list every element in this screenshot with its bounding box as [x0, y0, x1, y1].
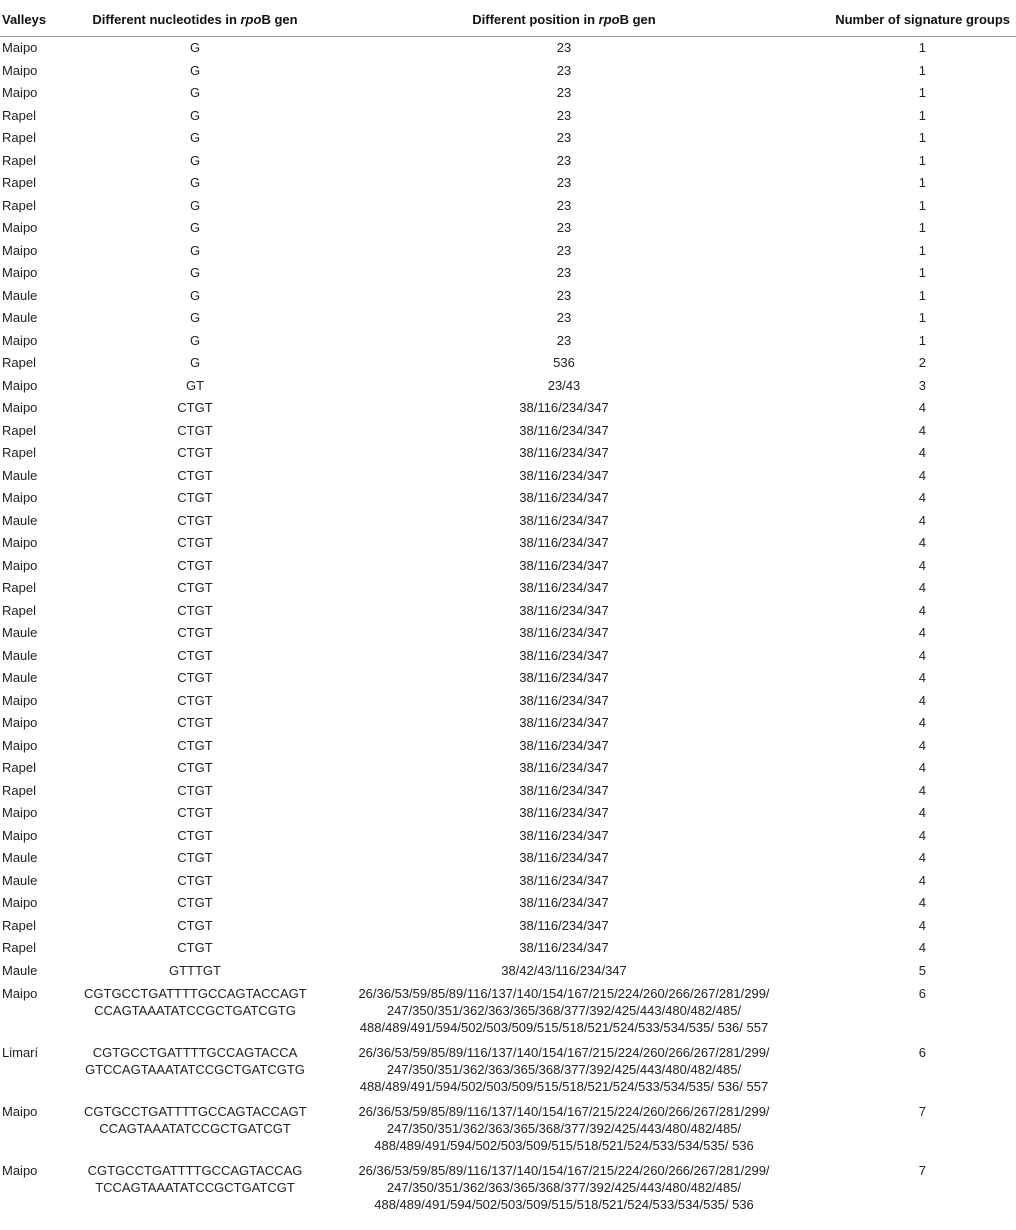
- cell-nucleotides: CTGT: [177, 535, 213, 550]
- cell-nucleotides: CTGT: [177, 872, 213, 888]
- table-row: [0, 307, 1016, 330]
- table-row: [0, 982, 1016, 1041]
- cell-valley: Rapel: [2, 422, 36, 438]
- cell-signature-group: 1: [918, 220, 926, 235]
- cell-valley: Maule: [2, 962, 38, 978]
- cell-nucleotides: CTGT: [177, 422, 213, 438]
- cell-nucleotides: CTGT: [177, 670, 213, 685]
- table-row: [0, 240, 1016, 263]
- cell-signature-group: 1: [918, 107, 926, 123]
- cell-nucleotides: CTGT: [177, 895, 213, 910]
- cell-nucleotides: G: [189, 287, 201, 303]
- cell-position: 23: [556, 332, 572, 348]
- header-valleys: Valleys: [0, 2, 80, 37]
- cell-position: 536: [553, 355, 575, 370]
- cell-signature-group: 1: [918, 152, 926, 168]
- cell-valley: Rapel: [2, 782, 36, 798]
- cell-nucleotides: G: [189, 265, 201, 280]
- cell-nucleotides-line: GTCCAGTAAATATCCGCTGATCGTG: [85, 1062, 305, 1077]
- cell-signature-group: 3: [918, 377, 926, 393]
- cell-position-line: 26/36/53/59/85/89/116/137/140/154/167/215/224/260/266/267/281/299/: [358, 986, 770, 1001]
- cell-position: 23: [556, 175, 572, 190]
- cell-signature-group: 4: [918, 940, 926, 955]
- cell-valley: Maipo: [2, 805, 38, 820]
- cell-nucleotides: CTGT: [177, 602, 213, 618]
- cell-signature-group: 4: [918, 602, 926, 618]
- table-row: [0, 645, 1016, 668]
- table-row: [0, 555, 1016, 578]
- cell-nucleotides: [80, 1159, 310, 1218]
- cell-position: 38/116/234/347: [519, 737, 609, 753]
- cell-valley: Maipo: [2, 692, 38, 708]
- table-row: [0, 172, 1016, 195]
- cell-signature-group: 4: [918, 850, 926, 865]
- cell-position: 23: [556, 287, 572, 303]
- cell-nucleotides: G: [189, 332, 201, 348]
- table-row: [0, 600, 1016, 623]
- cell-signature-group: 4: [918, 557, 926, 573]
- table-row: [0, 127, 1016, 150]
- table-row: [0, 397, 1016, 420]
- cell-position-line: 26/36/53/59/85/89/116/137/140/154/167/215/224/260/266/267/281/299/: [358, 1045, 770, 1060]
- cell-position: 23: [556, 107, 572, 123]
- cell-position: 38/116/234/347: [519, 805, 609, 820]
- cell-position: 23: [556, 242, 572, 258]
- cell-nucleotides: CTGT: [177, 557, 213, 573]
- cell-nucleotides: G: [189, 242, 201, 258]
- cell-position: 38/116/234/347: [519, 872, 609, 888]
- cell-valley: Maipo: [2, 265, 38, 280]
- table-row: [0, 420, 1016, 443]
- cell-position: 38/116/234/347: [519, 535, 609, 550]
- cell-position-line: 488/489/491/594/502/503/509/515/518/521/524/533/534/535/ 536: [374, 1197, 754, 1212]
- cell-nucleotides: CTGT: [177, 625, 213, 640]
- cell-nucleotides: GTTTGT: [169, 962, 221, 978]
- cell-nucleotides: CTGT: [177, 647, 213, 663]
- cell-position-line: 488/489/491/594/502/503/509/515/518/521/524/533/534/535/ 536/ 557: [359, 1079, 769, 1094]
- cell-nucleotides: CTGT: [177, 760, 213, 775]
- cell-signature-group: 4: [918, 580, 926, 595]
- cell-valley: Maule: [2, 467, 38, 483]
- cell-nucleotides: CTGT: [177, 850, 213, 865]
- cell-nucleotides-line: CCAGTAAATATCCGCTGATCGTG: [94, 1003, 296, 1018]
- cell-nucleotides: CTGT: [177, 692, 213, 708]
- header-position: Different position in rpoB gen: [310, 2, 818, 37]
- cell-position-line: 247/350/351/362/363/365/368/377/392/425/443/480/482/485/: [386, 1121, 742, 1136]
- cell-nucleotides: G: [189, 40, 201, 55]
- signature-groups-table: [0, 2, 1016, 1218]
- cell-signature-group: 1: [918, 197, 926, 213]
- cell-nucleotides: GT: [185, 377, 205, 393]
- table-row: [0, 577, 1016, 600]
- cell-nucleotides: G: [189, 152, 201, 168]
- cell-position: 23: [556, 85, 572, 100]
- cell-position: 38/116/234/347: [519, 782, 609, 798]
- cell-nucleotides: CTGT: [177, 917, 213, 933]
- cell-valley: Limarí: [2, 1045, 39, 1060]
- cell-signature-group: 4: [918, 467, 926, 483]
- cell-signature-group: 7: [918, 1163, 926, 1178]
- table-row: [0, 690, 1016, 713]
- cell-position: 38/116/234/347: [519, 625, 609, 640]
- cell-nucleotides: G: [189, 85, 201, 100]
- cell-signature-group: 1: [918, 62, 926, 78]
- table-row: [0, 330, 1016, 353]
- cell-position: [310, 982, 818, 1041]
- table-row: [0, 1041, 1016, 1100]
- cell-valley: Rapel: [2, 602, 36, 618]
- cell-nucleotides: CTGT: [177, 512, 213, 528]
- cell-position-line: 488/489/491/594/502/503/509/515/518/521/524/533/534/535/ 536: [374, 1138, 754, 1153]
- cell-position: 38/42/43/116/234/347: [501, 962, 627, 978]
- cell-position: 23: [556, 220, 572, 235]
- cell-valley: Maule: [2, 850, 38, 865]
- cell-valley: Rapel: [2, 580, 36, 595]
- cell-signature-group: 4: [918, 422, 926, 438]
- table-header-row: [0, 2, 1016, 37]
- cell-signature-group: 4: [918, 827, 926, 843]
- cell-signature-group: 4: [918, 490, 926, 505]
- table-body: [0, 37, 1016, 1219]
- cell-valley: Maipo: [2, 737, 38, 753]
- cell-position: 38/116/234/347: [519, 895, 609, 910]
- table-row: [0, 60, 1016, 83]
- table-row: [0, 82, 1016, 105]
- cell-nucleotides-line: CGTGCCTGATTTTGCCAGTACCAG: [87, 1163, 303, 1178]
- cell-valley: Maipo: [2, 332, 38, 348]
- cell-signature-group: 4: [918, 737, 926, 753]
- table-row: [0, 1100, 1016, 1159]
- cell-position: 38/116/234/347: [519, 715, 609, 730]
- cell-valley: Maipo: [2, 400, 38, 415]
- cell-position: 38/116/234/347: [519, 917, 609, 933]
- cell-nucleotides: [80, 1041, 310, 1100]
- cell-valley: Maipo: [2, 715, 38, 730]
- cell-valley: Maule: [2, 872, 38, 888]
- table-row: [0, 442, 1016, 465]
- cell-position: 23: [556, 197, 572, 213]
- cell-valley: Maipo: [2, 377, 38, 393]
- cell-signature-group: 7: [918, 1104, 926, 1119]
- cell-position: 38/116/234/347: [519, 940, 609, 955]
- cell-signature-group: 1: [918, 40, 926, 55]
- cell-valley: Rapel: [2, 175, 36, 190]
- cell-position: [310, 1041, 818, 1100]
- cell-valley: Maipo: [2, 1104, 38, 1119]
- cell-position: 23: [556, 130, 572, 145]
- cell-signature-group: 1: [918, 287, 926, 303]
- table-row: [0, 712, 1016, 735]
- cell-valley: Maule: [2, 310, 38, 325]
- cell-position: 38/116/234/347: [519, 557, 609, 573]
- cell-signature-group: 4: [918, 872, 926, 888]
- cell-nucleotides: G: [189, 355, 201, 370]
- table-row: [0, 37, 1016, 60]
- cell-valley: Rapel: [2, 445, 36, 460]
- table-row: [0, 667, 1016, 690]
- cell-nucleotides: CTGT: [177, 782, 213, 798]
- cell-valley: Maipo: [2, 40, 38, 55]
- cell-signature-group: 1: [918, 332, 926, 348]
- cell-nucleotides-line: CGTGCCTGATTTTGCCAGTACCA: [92, 1045, 298, 1060]
- cell-nucleotides-line: CGTGCCTGATTTTGCCAGTACCAGT: [84, 986, 307, 1001]
- cell-position: 38/116/234/347: [519, 580, 609, 595]
- cell-valley: Rapel: [2, 917, 36, 933]
- cell-position: 23: [556, 310, 572, 325]
- cell-signature-group: 1: [918, 130, 926, 145]
- cell-signature-group: 1: [918, 310, 926, 325]
- cell-position: 38/116/234/347: [519, 827, 609, 843]
- cell-valley: Maipo: [2, 220, 38, 235]
- cell-valley: Maipo: [2, 490, 38, 505]
- table-row: [0, 510, 1016, 533]
- cell-valley: Maule: [2, 670, 38, 685]
- cell-position: 38/116/234/347: [519, 850, 609, 865]
- cell-signature-group: 4: [918, 400, 926, 415]
- table-row: [0, 487, 1016, 510]
- cell-position-line: 247/350/351/362/363/365/368/377/392/425/443/480/482/485/: [386, 1180, 742, 1195]
- table-row: [0, 780, 1016, 803]
- table-row: [0, 532, 1016, 555]
- cell-position: [310, 1159, 818, 1218]
- cell-valley: Maipo: [2, 895, 38, 910]
- cell-valley: Maipo: [2, 242, 38, 258]
- cell-signature-group: 4: [918, 445, 926, 460]
- cell-nucleotides: G: [189, 130, 201, 145]
- cell-nucleotides: CTGT: [177, 445, 213, 460]
- table-row: [0, 960, 1016, 983]
- table-row: [0, 757, 1016, 780]
- table-row: [0, 870, 1016, 893]
- cell-signature-group: 4: [918, 715, 926, 730]
- table-row: [0, 195, 1016, 218]
- cell-position: 38/116/234/347: [519, 692, 609, 708]
- cell-nucleotides: CTGT: [177, 805, 213, 820]
- cell-position: 38/116/234/347: [519, 400, 609, 415]
- cell-valley: Rapel: [2, 130, 36, 145]
- cell-signature-group: 4: [918, 625, 926, 640]
- cell-valley: Maule: [2, 287, 38, 303]
- cell-position: 23/43: [547, 377, 581, 393]
- cell-signature-group: 5: [918, 962, 926, 978]
- cell-nucleotides: G: [189, 175, 201, 190]
- cell-signature-group: 4: [918, 917, 926, 933]
- cell-position: 38/116/234/347: [519, 490, 609, 505]
- cell-nucleotides: G: [189, 197, 201, 213]
- table-row: [0, 352, 1016, 375]
- cell-position: 38/116/234/347: [519, 422, 609, 438]
- cell-nucleotides: CTGT: [177, 400, 213, 415]
- cell-signature-group: 1: [918, 85, 926, 100]
- table-row: [0, 622, 1016, 645]
- cell-signature-group: 4: [918, 692, 926, 708]
- table-row: [0, 465, 1016, 488]
- table-row: [0, 262, 1016, 285]
- cell-position: 38/116/234/347: [519, 670, 609, 685]
- cell-nucleotides: CTGT: [177, 827, 213, 843]
- cell-position: 38/116/234/347: [519, 512, 609, 528]
- cell-signature-group: 4: [918, 670, 926, 685]
- cell-nucleotides: G: [189, 310, 201, 325]
- cell-signature-group: 4: [918, 760, 926, 775]
- cell-signature-group: 6: [918, 1045, 926, 1060]
- cell-position-line: 488/489/491/594/502/503/509/515/518/521/524/533/534/535/ 536/ 557: [359, 1020, 769, 1035]
- cell-nucleotides: CTGT: [177, 467, 213, 483]
- cell-signature-group: 1: [918, 265, 926, 280]
- cell-position-line: 247/350/351/362/363/365/368/377/392/425/443/480/482/485/: [386, 1062, 742, 1077]
- cell-nucleotides: CTGT: [177, 580, 213, 595]
- cell-position: 23: [556, 62, 572, 78]
- cell-signature-group: 4: [918, 782, 926, 798]
- cell-valley: Maipo: [2, 557, 38, 573]
- cell-nucleotides-line: CCAGTAAATATCCGCTGATCGT: [99, 1121, 291, 1136]
- header-signature-groups: Number of signature groups: [818, 2, 1016, 37]
- table-row: [0, 375, 1016, 398]
- table-row: [0, 892, 1016, 915]
- cell-valley: Maipo: [2, 986, 38, 1001]
- cell-valley: Rapel: [2, 107, 36, 123]
- cell-signature-group: 4: [918, 647, 926, 663]
- cell-valley: Rapel: [2, 355, 36, 370]
- cell-nucleotides: CTGT: [177, 940, 213, 955]
- table-row: [0, 937, 1016, 960]
- cell-nucleotides-line: TCCAGTAAATATCCGCTGATCGT: [95, 1180, 295, 1195]
- table-row: [0, 105, 1016, 128]
- cell-signature-group: 4: [918, 512, 926, 528]
- table-row: [0, 1159, 1016, 1218]
- cell-valley: Maule: [2, 512, 38, 528]
- table-row: [0, 150, 1016, 173]
- table-row: [0, 847, 1016, 870]
- cell-position-line: 26/36/53/59/85/89/116/137/140/154/167/215/224/260/266/267/281/299/: [358, 1104, 770, 1119]
- cell-position: 23: [556, 265, 572, 280]
- cell-position: 38/116/234/347: [519, 467, 609, 483]
- cell-position: 38/116/234/347: [519, 602, 609, 618]
- table-row: [0, 217, 1016, 240]
- cell-valley: Maule: [2, 647, 38, 663]
- cell-valley: Maipo: [2, 535, 38, 550]
- cell-position: 38/116/234/347: [519, 760, 609, 775]
- table-row: [0, 802, 1016, 825]
- cell-nucleotides-line: CGTGCCTGATTTTGCCAGTACCAGT: [84, 1104, 307, 1119]
- cell-signature-group: 1: [918, 175, 926, 190]
- cell-valley: Maipo: [2, 827, 38, 843]
- cell-valley: Rapel: [2, 152, 36, 168]
- cell-valley: Maipo: [2, 1163, 38, 1178]
- cell-signature-group: 4: [918, 895, 926, 910]
- cell-valley: Maipo: [2, 62, 38, 78]
- header-nucleotides: Different nucleotides in rpoB gen: [80, 2, 310, 37]
- cell-signature-group: 6: [918, 986, 926, 1001]
- cell-nucleotides: G: [189, 62, 201, 78]
- cell-nucleotides: [80, 982, 310, 1041]
- cell-nucleotides: G: [189, 107, 201, 123]
- cell-valley: Rapel: [2, 197, 36, 213]
- table-row: [0, 915, 1016, 938]
- cell-signature-group: 4: [918, 805, 926, 820]
- cell-valley: Maipo: [2, 85, 38, 100]
- cell-valley: Rapel: [2, 760, 36, 775]
- cell-position-line: 26/36/53/59/85/89/116/137/140/154/167/215/224/260/266/267/281/299/: [358, 1163, 770, 1178]
- cell-nucleotides: G: [189, 220, 201, 235]
- cell-position: 38/116/234/347: [519, 445, 609, 460]
- cell-position: 23: [556, 152, 572, 168]
- cell-position: 38/116/234/347: [519, 647, 609, 663]
- cell-nucleotides: [80, 1100, 310, 1159]
- table-row: [0, 285, 1016, 308]
- table-row: [0, 825, 1016, 848]
- cell-nucleotides: CTGT: [177, 737, 213, 753]
- cell-position: 23: [556, 40, 572, 55]
- cell-nucleotides: CTGT: [177, 490, 213, 505]
- cell-signature-group: 1: [918, 242, 926, 258]
- table-row: [0, 735, 1016, 758]
- cell-signature-group: 4: [918, 535, 926, 550]
- cell-position: [310, 1100, 818, 1159]
- cell-signature-group: 2: [918, 355, 926, 370]
- cell-valley: Maule: [2, 625, 38, 640]
- cell-position-line: 247/350/351/362/363/365/368/377/392/425/443/480/482/485/: [386, 1003, 742, 1018]
- cell-nucleotides: CTGT: [177, 715, 213, 730]
- cell-valley: Rapel: [2, 940, 36, 955]
